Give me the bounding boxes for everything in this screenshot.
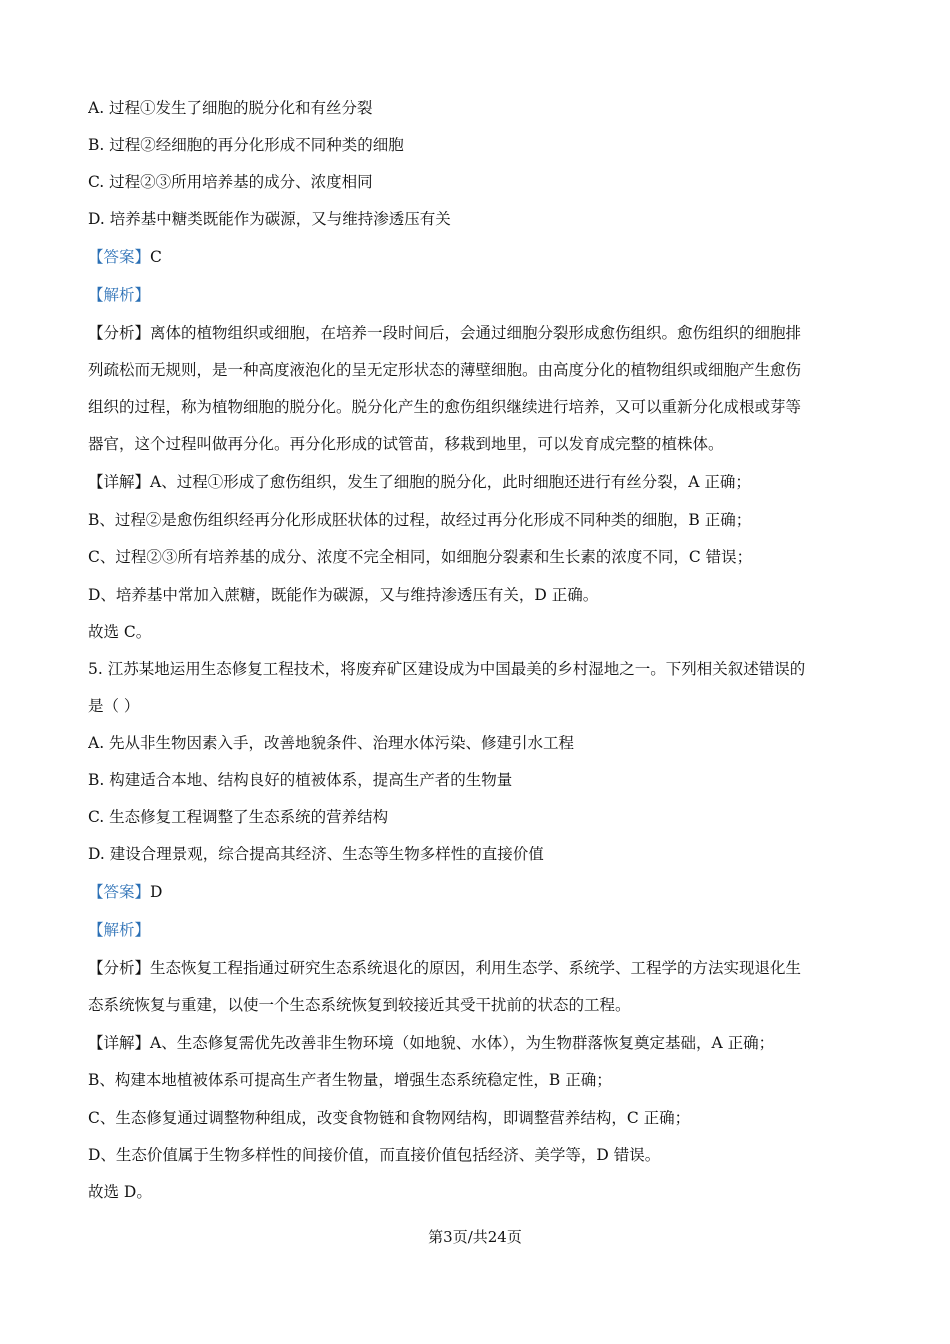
q5-detail-a — [88, 1032, 878, 1054]
q4-option-d: D. 培养基中糖类既能作为碳源，又与维持渗透压有关 — [88, 210, 451, 228]
q4-analysis-line: 器官，这个过程叫做再分化。再分化形成的试管苗，移栽到地里，可以发育成完整的植株体。 — [88, 435, 724, 453]
analysis-text: 离体的植物组织或细胞，在培养一段时间后，会通过细胞分裂形成愈伤组织。愈伤组织的细胞排 — [150, 324, 802, 342]
detail-tag: 【详解】 — [88, 473, 151, 491]
q5-option-b: B. 构建适合本地、结构良好的植被体系，提高生产者的生物量 — [88, 771, 513, 789]
q4-analysis-line: 列疏松而无规则，是一种高度液泡化的呈无定形状态的薄壁细胞。由高度分化的植物组织或细胞产生愈伤 — [88, 361, 802, 379]
q4-option-c: C. 过程②③所用培养基的成分、浓度相同 — [88, 173, 373, 191]
answer-value: C — [150, 248, 162, 266]
answer-tag: 【答案】 — [88, 883, 151, 901]
q4-detail-a — [88, 471, 878, 493]
analysis-text: 生态恢复工程指通过研究生态系统退化的原因，利用生态学、系统学、工程学的方法实现退化生 — [150, 959, 802, 977]
q5-analysis-line: 态系统恢复与重建，以使一个生态系统恢复到较接近其受干扰前的状态的工程。 — [88, 996, 631, 1014]
detail-text: A、过程①形成了愈伤组织，发生了细胞的脱分化，此时细胞还进行有丝分裂，A 正确； — [150, 473, 751, 491]
q5-option-a: A. 先从非生物因素入手，改善地貌条件、治理水体污染、修建引水工程 — [88, 734, 575, 752]
q5-analysis-line — [88, 957, 878, 979]
q5-answer — [88, 881, 878, 903]
q4-explain — [88, 284, 878, 306]
analysis-tag: 【分析】 — [88, 324, 151, 342]
q4-answer — [88, 246, 878, 268]
answer-value: D — [150, 883, 163, 901]
q4-option-b: B. 过程②经细胞的再分化形成不同种类的细胞 — [88, 136, 404, 154]
q4-option-a: A. 过程①发生了细胞的脱分化和有丝分裂 — [88, 99, 373, 117]
q5-conclusion: 故选 D。 — [88, 1183, 152, 1201]
q5-option-c: C. 生态修复工程调整了生态系统的营养结构 — [88, 808, 389, 826]
explain-tag: 【解析】 — [88, 921, 151, 939]
q4-detail-c: C、过程②③所有培养基的成分、浓度不完全相同，如细胞分裂素和生长素的浓度不同，C 错误； — [88, 548, 753, 566]
q5-detail-d: D、生态价值属于生物多样性的间接价值，而直接价值包括经济、美学等，D 错误。 — [88, 1146, 661, 1164]
q5-option-d: D. 建设合理景观，综合提高其经济、生态等生物多样性的直接价值 — [88, 845, 544, 863]
q4-conclusion: 故选 C。 — [88, 623, 152, 641]
explain-tag: 【解析】 — [88, 286, 151, 304]
page-number: 第3页/共24页 — [428, 1228, 522, 1246]
q5-question-line1: 5. 江苏某地运用生态修复工程技术，将废弃矿区建设成为中国最美的乡村湿地之一。下列相关叙述错误的 — [88, 660, 806, 678]
q5-detail-b: B、构建本地植被体系可提高生产者生物量，增强生态系统稳定性，B 正确； — [88, 1071, 612, 1089]
q4-analysis-line — [88, 322, 878, 344]
analysis-tag: 【分析】 — [88, 959, 151, 977]
q5-question-line2: 是（ ） — [88, 697, 140, 715]
q4-detail-d: D、培养基中常加入蔗糖，既能作为碳源，又与维持渗透压有关，D 正确。 — [88, 586, 599, 604]
detail-tag: 【详解】 — [88, 1034, 151, 1052]
q4-analysis-line: 组织的过程，称为植物细胞的脱分化。脱分化产生的愈伤组织继续进行培养，又可以重新分化成根或芽等 — [88, 398, 802, 416]
q5-explain — [88, 919, 878, 941]
q4-detail-b: B、过程②是愈伤组织经再分化形成胚状体的过程，故经过再分化形成不同种类的细胞，B 正确； — [88, 511, 752, 529]
detail-text: A、生态修复需优先改善非生物环境（如地貌、水体），为生物群落恢复奠定基础，A 正确； — [150, 1034, 775, 1052]
answer-tag: 【答案】 — [88, 248, 151, 266]
q5-detail-c: C、生态修复通过调整物种组成，改变食物链和食物网结构，即调整营养结构，C 正确； — [88, 1109, 691, 1127]
